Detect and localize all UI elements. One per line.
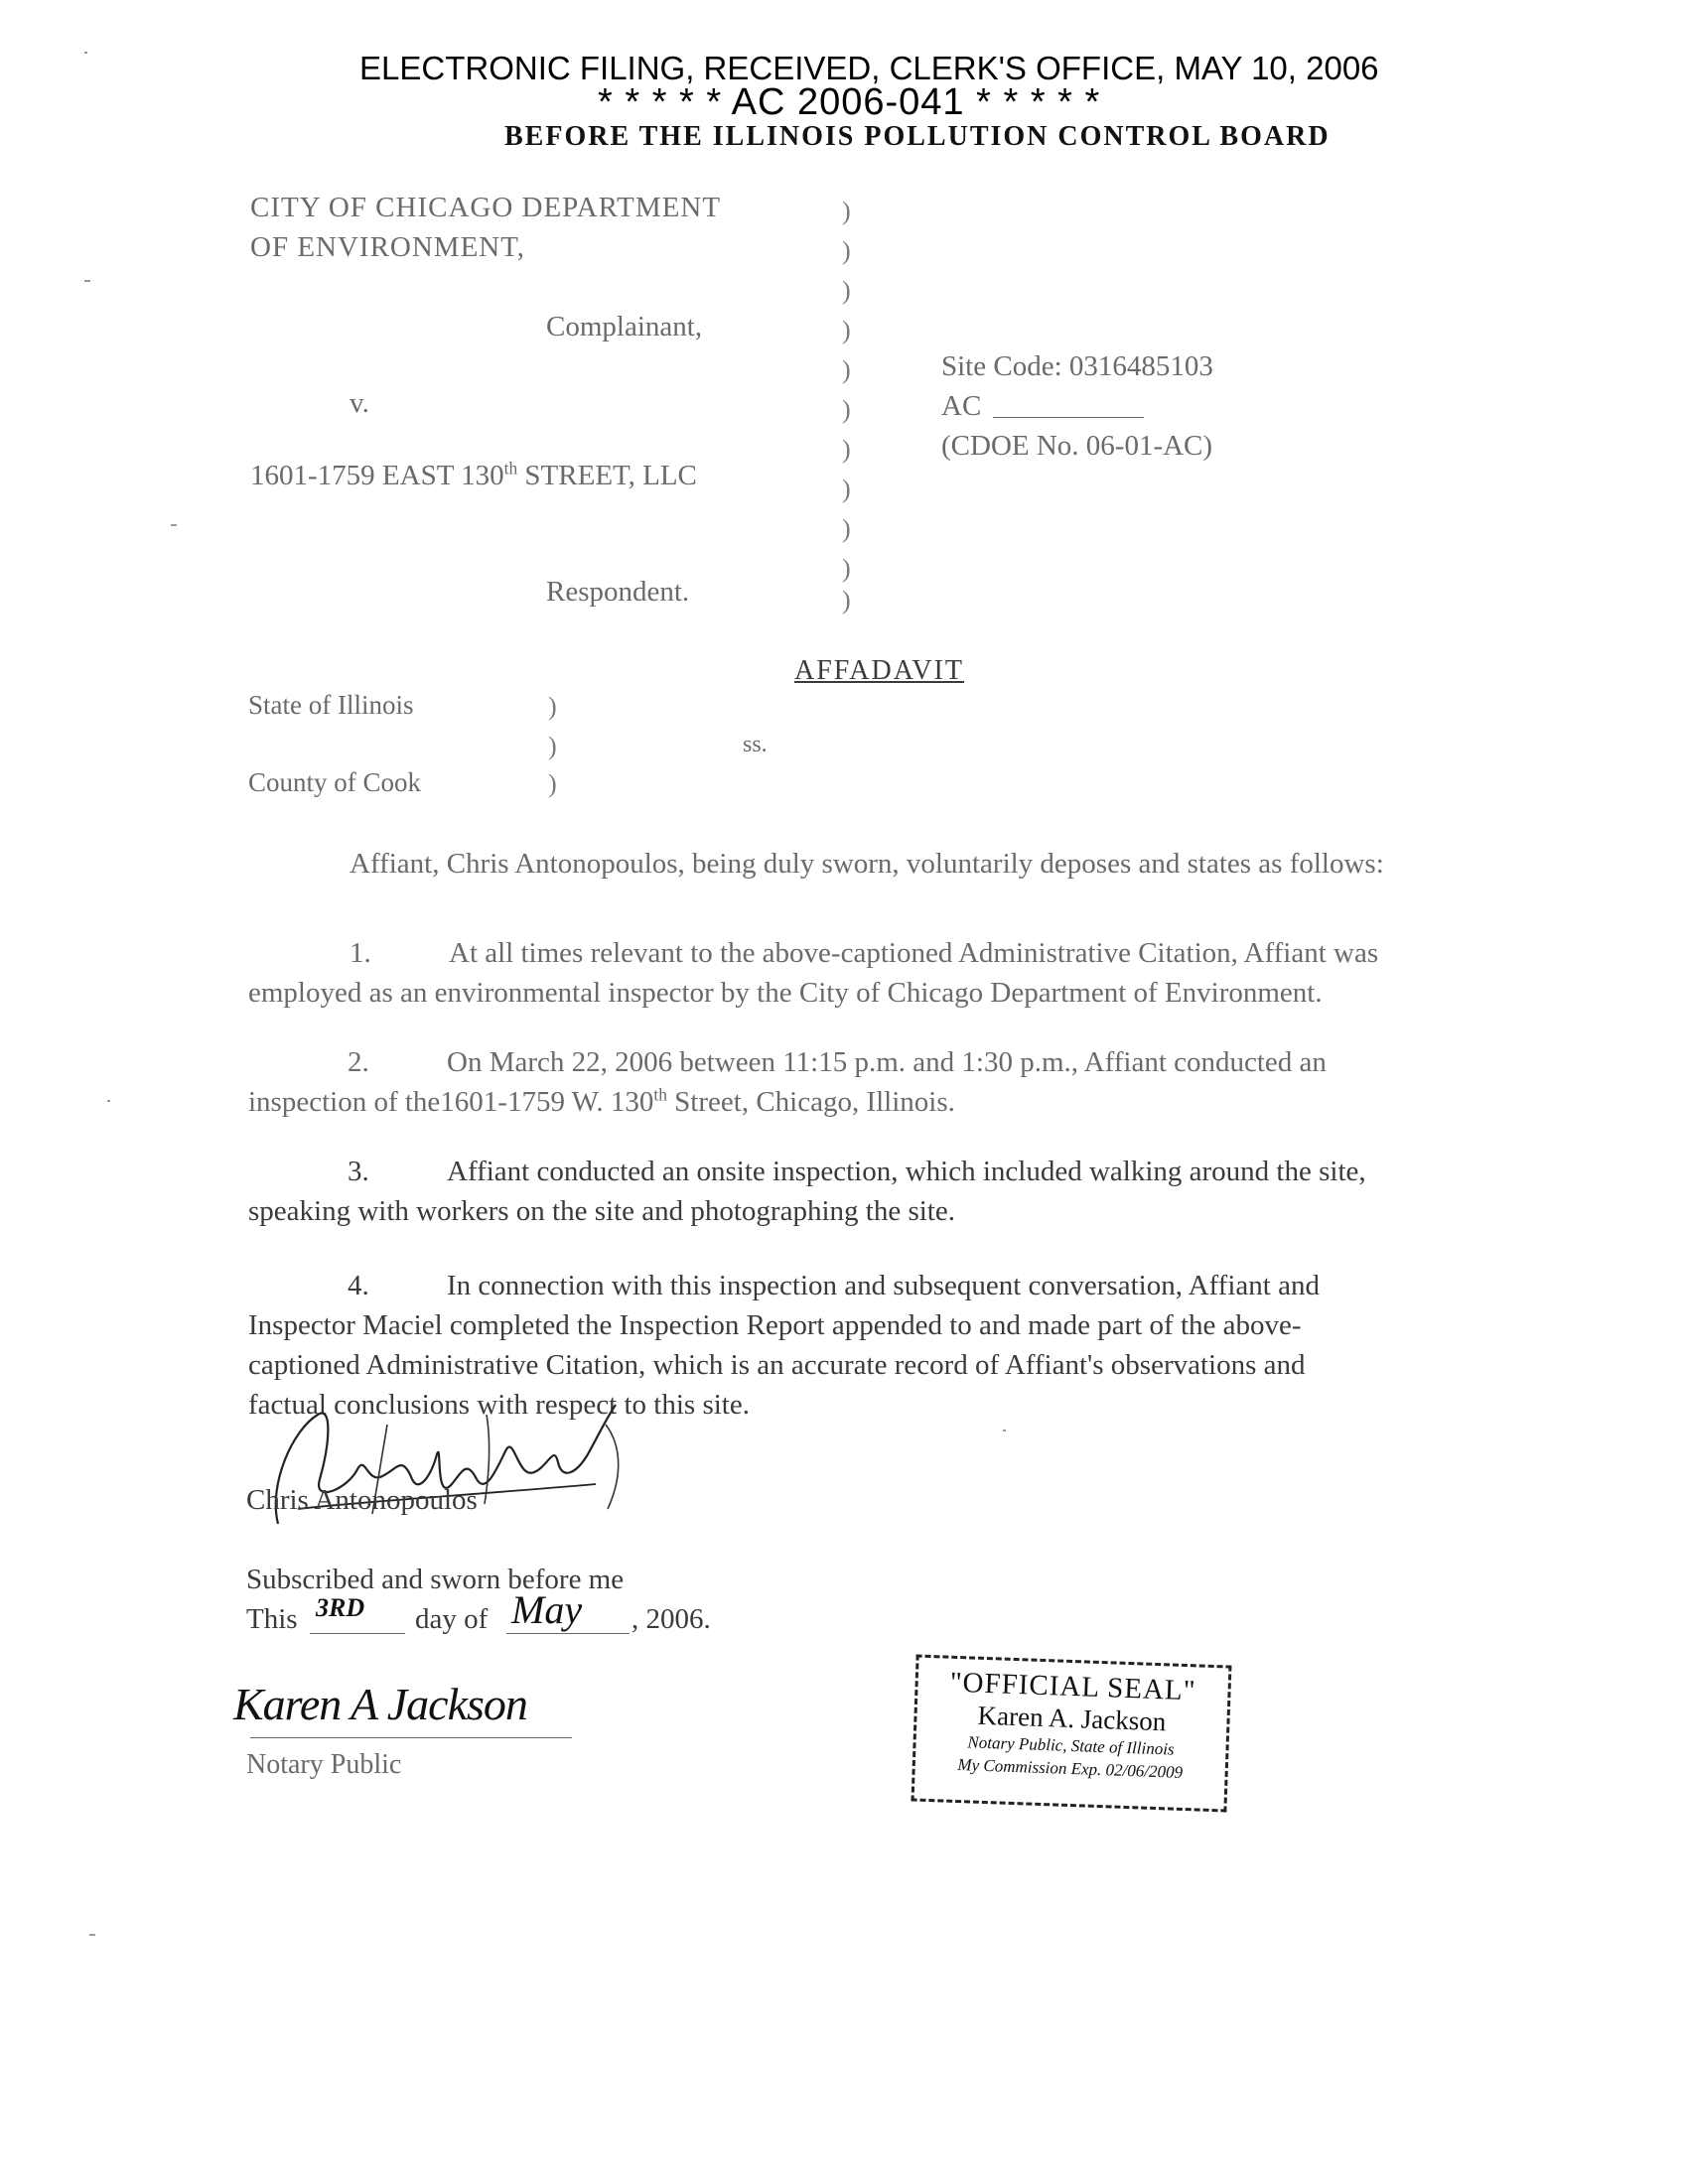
- paragraph-3-line2: speaking with workers on the site and photographing the site.: [248, 1195, 955, 1227]
- seal-commission: My Commission Exp. 02/06/2009: [957, 1755, 1184, 1782]
- jurat-line1: Subscribed and sworn before me: [246, 1564, 625, 1595]
- paragraph-1-number: 1.: [350, 937, 371, 969]
- venue-paren: ): [548, 769, 557, 798]
- caption-paren: ): [842, 395, 851, 424]
- paragraph-2-line2: inspection of the1601-1759 W. 130th Street, Chicago, Illinois.: [248, 1084, 955, 1118]
- scan-speck: [84, 280, 90, 282]
- paragraph-4-line2: Inspector Maciel completed the Inspection Report appended to and made part of the above-: [248, 1309, 1302, 1341]
- affiant-name: Chris Antonopoulos: [246, 1484, 478, 1516]
- official-seal: [912, 1654, 1232, 1812]
- month-value: May: [511, 1587, 583, 1632]
- notary-signature-line: [250, 1737, 572, 1738]
- jurat-year: , 2006.: [632, 1603, 711, 1635]
- complainant-name-line1: CITY OF CHICAGO DEPARTMENT: [250, 192, 722, 223]
- document-title: AFFADAVIT: [794, 655, 964, 686]
- paragraph-4-number: 4.: [348, 1270, 369, 1301]
- caption-paren: ): [842, 316, 851, 344]
- versus: v.: [350, 387, 369, 419]
- caption-paren: ): [842, 586, 851, 614]
- ac-number: AC: [941, 390, 982, 422]
- paragraph-2-line1: On March 22, 2006 between 11:15 p.m. and 1:30 p.m., Affiant conducted an: [447, 1046, 1327, 1078]
- venue-paren: ): [548, 692, 557, 721]
- venue-state: State of Illinois: [248, 690, 414, 720]
- scan-speck: [107, 1100, 110, 1102]
- board-title: BEFORE THE ILLINOIS POLLUTION CONTROL BOARD: [504, 121, 1331, 152]
- jurat-day-of: day of: [415, 1603, 489, 1635]
- caption-paren: ): [842, 236, 851, 265]
- case-number: * * * * * AC 2006-041 * * * * *: [598, 81, 1101, 123]
- paragraph-2-number: 2.: [348, 1046, 369, 1078]
- caption-paren: ): [842, 554, 851, 583]
- cdoe-number: (CDOE No. 06-01-AC): [941, 430, 1213, 462]
- complainant-role: Complainant,: [546, 311, 703, 342]
- caption-paren: ): [842, 355, 851, 384]
- complainant-name-line2: OF ENVIRONMENT,: [250, 231, 526, 263]
- scan-speck: [89, 1934, 95, 1936]
- month-blank: [506, 1633, 630, 1634]
- notary-label: Notary Public: [246, 1749, 402, 1780]
- seal-title: "OFFICIAL SEAL": [949, 1666, 1197, 1707]
- caption-paren: ): [842, 276, 851, 305]
- caption-paren: ): [842, 197, 851, 225]
- day-value: 3RD: [316, 1593, 365, 1622]
- jurat-this: This: [246, 1603, 298, 1635]
- caption-paren: ): [842, 514, 851, 543]
- site-code: Site Code: 0316485103: [941, 350, 1213, 382]
- scan-speck: [84, 52, 87, 54]
- paragraph-4-line3: captioned Administrative Citation, which is an accurate record of Affiant's observations and: [248, 1349, 1306, 1381]
- paragraph-4-line1: In connection with this inspection and subsequent conversation, Affiant and: [447, 1270, 1320, 1301]
- paragraph-4-line4: factual conclusions with respect to this site.: [248, 1389, 750, 1421]
- paragraph-1-line1: At all times relevant to the above-captioned Administrative Citation, Affiant was: [449, 937, 1379, 969]
- venue-ss: ss.: [743, 732, 768, 757]
- paragraph-3-number: 3.: [348, 1156, 369, 1187]
- paragraph-1-line2: employed as an environmental inspector by the City of Chicago Department of Environment.: [248, 977, 1323, 1009]
- paragraph-3-line1: Affiant conducted an onsite inspection, which included walking around the site,: [447, 1156, 1366, 1187]
- scan-speck: [171, 524, 177, 526]
- notary-signature: Karen A Jackson: [233, 1679, 527, 1729]
- venue-paren: ): [548, 732, 557, 760]
- venue-county: County of Cook: [248, 767, 422, 797]
- caption-paren: ): [842, 475, 851, 503]
- scan-speck: [1003, 1430, 1006, 1432]
- respondent-name: 1601-1759 EAST 130th STREET, LLC: [250, 458, 697, 491]
- day-blank: [310, 1633, 405, 1634]
- respondent-role: Respondent.: [546, 576, 690, 608]
- filing-stamp: ELECTRONIC FILING, RECEIVED, CLERK'S OFFICE, MAY 10, 2006: [359, 50, 1379, 86]
- affiant-intro: Affiant, Chris Antonopoulos, being duly sworn, voluntarily deposes and states as follows:: [350, 848, 1384, 880]
- caption-paren: ): [842, 435, 851, 464]
- ac-number-blank: [993, 417, 1144, 418]
- seal-state: Notary Public, State of Illinois: [967, 1732, 1175, 1759]
- seal-name: Karen A. Jackson: [977, 1700, 1167, 1737]
